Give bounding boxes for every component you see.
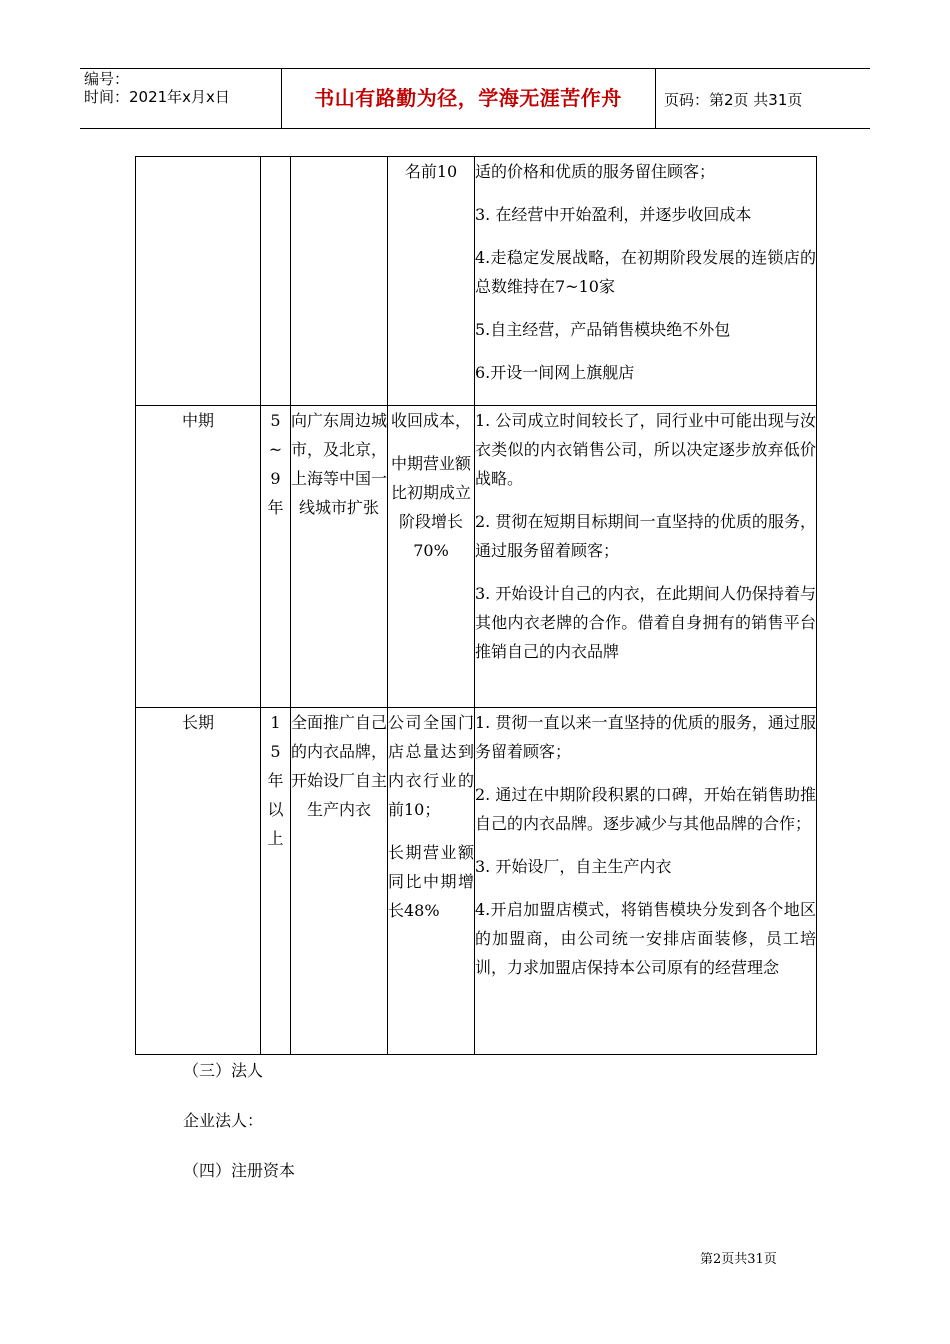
header-motto: 书山有路勤为径，学海无涯苦作舟 <box>314 86 622 110</box>
header-bottom-rule <box>80 128 870 129</box>
duration-char: 上 <box>267 829 284 848</box>
duration-char: 9 <box>270 469 281 488</box>
phase-label: 长期 <box>181 713 214 732</box>
strategy-item: 1. 公司成立时间较长了，同行业中可能出现与汝衣类似的内衣销售公司，所以决定逐步放弃低价战略。 <box>475 411 816 488</box>
phase-label: 中期 <box>181 411 214 430</box>
table-row-mid <box>136 406 817 708</box>
target-text: 长期营业额同比中期增长48% <box>388 843 474 920</box>
cell-phase <box>136 406 261 708</box>
cell-duration <box>261 406 291 708</box>
cell-phase-empty <box>136 157 261 406</box>
strategy-item: 4.走稳定发展战略，在初期阶段发展的连锁店的总数维持在7~10家 <box>475 248 816 296</box>
strategy-item: 3. 开始设计自己的内衣，在此期间人仍保持着与其他内衣老牌的合作。借着自身拥有的销售平台推销自己的内衣品牌 <box>475 584 816 661</box>
cell-strategies <box>475 406 817 708</box>
target-text: 收回成本， <box>390 411 471 430</box>
cell-market <box>291 708 388 1055</box>
header-number: 编号： <box>84 70 130 88</box>
target-text: 公司全国门店总量达到内衣行业的前10； <box>388 713 474 819</box>
strategy-item: 适的价格和优质的服务留住顾客； <box>475 162 716 181</box>
strategy-item: 3. 在经营中开始盈利，并逐步收回成本 <box>475 205 752 224</box>
duration-char: 以 <box>267 800 284 819</box>
strategy-item: 2. 通过在中期阶段积累的口碑，开始在销售助推自己的内衣品牌。逐步减少与其他品牌的合作； <box>475 785 816 833</box>
duration-char: 年 <box>267 771 284 790</box>
market-text: 向广东周边城市，及北京，上海等中国一线城市扩张 <box>291 411 388 517</box>
header-page-label: 页码：第2页 共31页 <box>664 91 803 109</box>
header-top-rule <box>80 68 870 69</box>
cell-duration-empty <box>261 157 291 406</box>
duration-char: 年 <box>267 498 284 517</box>
table-row-short-tail <box>136 157 817 406</box>
cell-target <box>388 406 475 708</box>
legal-person-line: 企业法人： <box>183 1111 264 1130</box>
duration-char: ~ <box>268 440 283 459</box>
header-meta <box>84 70 230 106</box>
section-heading-registered-capital: （四）注册资本 <box>183 1161 296 1180</box>
cell-market <box>291 406 388 708</box>
cell-phase <box>136 708 261 1055</box>
header-time: 时间：2021年x月x日 <box>84 88 230 106</box>
table-row-long <box>136 708 817 1055</box>
target-text: 中期营业额比初期成立阶段增长70% <box>390 454 471 560</box>
duration-char: 1 <box>270 713 281 732</box>
footer-page-number: 第2页共31页 <box>700 1252 777 1267</box>
strategy-item: 3. 开始设厂，自主生产内衣 <box>475 857 672 876</box>
strategy-item: 6.开设一间网上旗舰店 <box>475 363 635 382</box>
strategy-item: 2. 贯彻在短期目标期间一直坚持的优质的服务，通过服务留着顾客； <box>475 512 816 560</box>
cell-strategies <box>475 708 817 1055</box>
strategy-item: 5.自主经营，产品销售模块绝不外包 <box>475 320 731 339</box>
cell-strategies <box>475 157 817 406</box>
market-text: 全面推广自己的内衣品牌，开始设厂自主生产内衣 <box>291 713 388 819</box>
target-text: 名前10 <box>404 162 458 181</box>
cell-duration <box>261 708 291 1055</box>
strategy-item: 1. 贯彻一直以来一直坚持的优质的服务，通过服务留着顾客； <box>475 713 816 761</box>
duration-char: 5 <box>270 742 281 761</box>
cell-target <box>388 157 475 406</box>
cell-market-empty <box>291 157 388 406</box>
strategy-item: 4.开启加盟店模式，将销售模块分发到各个地区的加盟商，由公司统一安排店面装修，员工培训，力求加盟店保持本公司原有的经营理念 <box>475 900 816 977</box>
duration-char: 5 <box>270 411 281 430</box>
header-divider-right <box>655 68 656 128</box>
section-heading-legal-person: （三）法人 <box>183 1061 264 1080</box>
cell-target <box>388 708 475 1055</box>
development-plan-table <box>135 156 817 1055</box>
